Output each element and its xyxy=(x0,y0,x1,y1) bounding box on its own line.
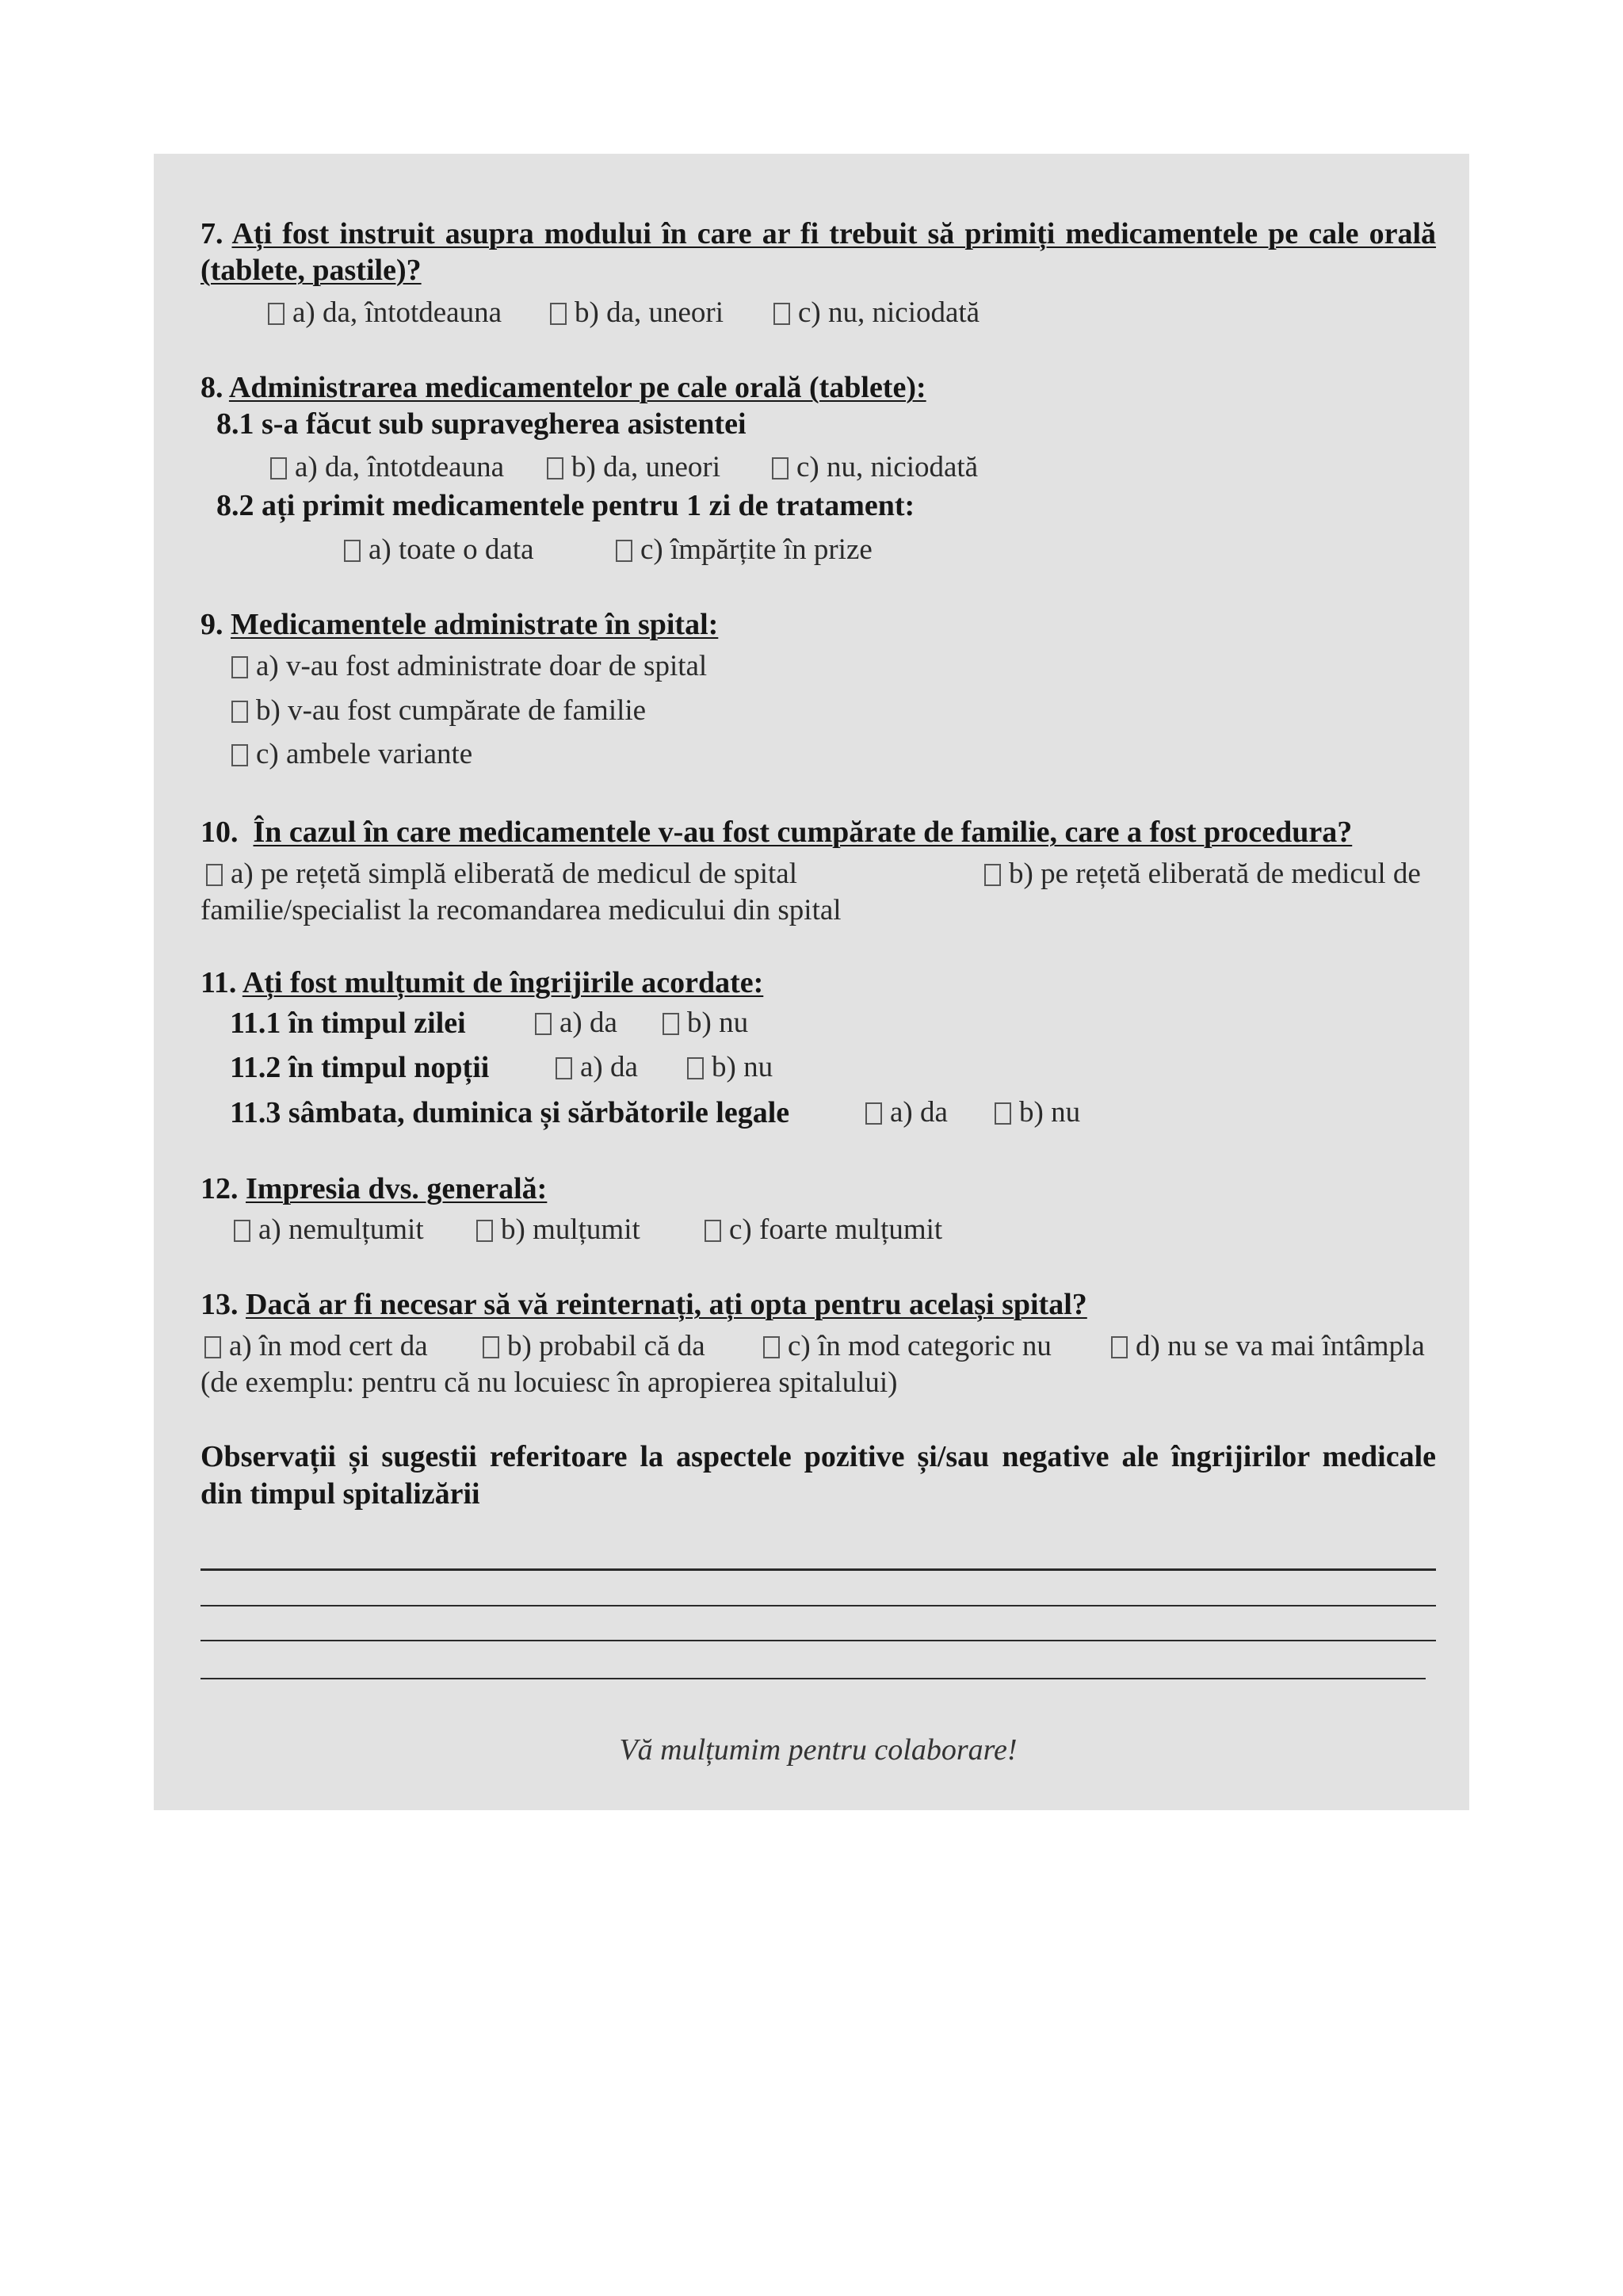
q12-option-b-label: b) mulțumit xyxy=(501,1213,640,1246)
q11-1-option-b-checkbox[interactable] xyxy=(663,1013,679,1035)
q11-1-option-b-label: b) nu xyxy=(687,1007,749,1039)
q11-1-label: 11.1 în timpul zilei xyxy=(230,1007,466,1040)
answer-line[interactable] xyxy=(200,1605,1436,1606)
q9-option-c xyxy=(231,736,472,773)
q11-3-option-b-checkbox[interactable] xyxy=(995,1102,1011,1125)
q11-title: Ați fost mulțumit de îngrijirile acordate: xyxy=(242,966,764,999)
q7-title-line1 xyxy=(200,216,1436,252)
q12-option-a-label: a) nemulțumit xyxy=(258,1213,424,1246)
q9-title: Medicamentele administrate în spital: xyxy=(231,608,719,641)
q13-option-d-checkbox[interactable] xyxy=(1111,1336,1128,1358)
q12-title: Impresia dvs. generală: xyxy=(246,1172,548,1205)
q8-1-option-a-checkbox[interactable] xyxy=(270,457,287,479)
q11-3-option-a-checkbox[interactable] xyxy=(865,1102,882,1125)
q7-option-b-checkbox[interactable] xyxy=(550,303,567,325)
q11-1-option-a-checkbox[interactable] xyxy=(535,1013,552,1035)
q11-1-option-b xyxy=(663,1005,748,1041)
q9-option-b xyxy=(231,693,646,729)
q11-3-label: 11.3 sâmbata, duminica și sărbătorile legale xyxy=(230,1096,790,1129)
q8-1-option-a xyxy=(270,449,504,486)
q13-option-a xyxy=(204,1328,428,1365)
q12-option-c xyxy=(705,1212,942,1248)
q13-title: Dacă ar fi necesar să vă reinternați, ați opta pentru același spital? xyxy=(246,1288,1087,1321)
q11-3-option-a-label: a) da xyxy=(890,1096,948,1129)
q7-option-a-label: a) da, întotdeauna xyxy=(292,296,502,329)
answer-line[interactable] xyxy=(200,1678,1426,1679)
q7-option-a-checkbox[interactable] xyxy=(268,303,285,325)
q9-option-a-checkbox[interactable] xyxy=(231,656,248,678)
closing-thanks: Vă mulțumim pentru colaborare! xyxy=(619,1733,1018,1767)
q7-option-c-label: c) nu, niciodată xyxy=(798,296,980,329)
q8-2-option-c xyxy=(616,532,873,568)
q7-option-c xyxy=(773,295,980,331)
q11-1-option-a xyxy=(535,1005,617,1041)
answer-line[interactable] xyxy=(200,1640,1436,1641)
q10-title: În cazul în care medicamentele v-au fost cumpărate de familie, care a fost procedura? xyxy=(253,816,1353,849)
q12-option-c-checkbox[interactable] xyxy=(705,1220,721,1242)
q12-option-b-checkbox[interactable] xyxy=(476,1220,493,1242)
q8-title-line xyxy=(200,369,926,406)
q9-option-b-label: b) v-au fost cumpărate de familie xyxy=(256,694,647,727)
q13-option-b-label: b) probabil că da xyxy=(507,1330,705,1362)
q8-1-option-c-checkbox[interactable] xyxy=(772,457,789,479)
q9-option-a xyxy=(231,648,707,685)
q13-option-c-checkbox[interactable] xyxy=(763,1336,780,1358)
q7-option-b xyxy=(550,295,724,331)
q10-option-b-label: b) pe rețetă eliberată de medicul de xyxy=(1009,858,1421,890)
q10-option-b xyxy=(984,856,1421,892)
q8-1-option-c xyxy=(772,449,978,486)
q9-option-b-checkbox[interactable] xyxy=(231,701,248,723)
q10-option-a-checkbox[interactable] xyxy=(206,864,223,886)
q12-option-c-label: c) foarte mulțumit xyxy=(729,1213,943,1246)
q7-option-b-label: b) da, uneori xyxy=(575,296,724,329)
q9-option-a-label: a) v-au fost administrate doar de spital xyxy=(256,650,708,682)
q12-title-line xyxy=(200,1171,547,1207)
q10-title-line xyxy=(200,814,1352,850)
q8-2-option-a xyxy=(344,532,534,568)
q12-option-a-checkbox[interactable] xyxy=(234,1220,250,1242)
q9-option-c-label: c) ambele variante xyxy=(256,738,473,770)
q13-option-b-checkbox[interactable] xyxy=(483,1336,499,1358)
q7-number: 7. xyxy=(200,217,223,250)
q8-2-option-a-label: a) toate o data xyxy=(369,533,534,566)
q8-2-option-a-checkbox[interactable] xyxy=(344,540,361,562)
q13-option-a-checkbox[interactable] xyxy=(204,1336,221,1358)
q9-title-line xyxy=(200,606,718,643)
q10-option-a-label: a) pe rețetă simplă eliberată de medicul de spital xyxy=(231,858,798,890)
q11-2-option-a-checkbox[interactable] xyxy=(556,1057,572,1079)
q11-number: 11. xyxy=(200,966,237,999)
q8-1-label: 8.1 s-a făcut sub supravegherea asistentei xyxy=(216,407,747,441)
q11-2-option-a xyxy=(556,1049,638,1086)
q8-2-option-c-label: c) împărțite în prize xyxy=(640,533,873,566)
q10-option-b-continued: familie/specialist la recomandarea medicului din spital xyxy=(200,894,842,926)
q7-title: Ați fost instruit asupra modului în care ar fi trebuit să primiți medicamentele pe cale orală xyxy=(231,217,1437,250)
q7-option-a xyxy=(268,295,502,331)
q7-title-line2: (tablete, pastile)? xyxy=(200,254,422,287)
q13-title-line xyxy=(200,1286,1087,1323)
q13-option-d-label: d) nu se va mai întâmpla xyxy=(1136,1330,1425,1362)
q9-option-c-checkbox[interactable] xyxy=(231,744,248,766)
q8-1-option-b-checkbox[interactable] xyxy=(547,457,563,479)
q8-title: Administrarea medicamentelor pe cale orală (tablete): xyxy=(228,371,926,404)
q8-2-label: 8.2 ați primit medicamentele pentru 1 zi de tratament: xyxy=(216,489,915,522)
q11-2-option-a-label: a) da xyxy=(580,1051,638,1083)
answer-line[interactable] xyxy=(200,1568,1436,1571)
q11-2-label: 11.2 în timpul nopții xyxy=(230,1051,490,1084)
q10-option-b-checkbox[interactable] xyxy=(984,864,1001,886)
q11-3-option-a xyxy=(865,1095,948,1131)
q12-number: 12. xyxy=(200,1172,239,1205)
q10-number: 10. xyxy=(200,816,239,849)
q11-3-option-b xyxy=(995,1095,1080,1131)
q7-option-c-checkbox[interactable] xyxy=(773,303,790,325)
q13-option-c xyxy=(763,1328,1052,1365)
q11-title-line xyxy=(200,965,763,1001)
q8-1-option-c-label: c) nu, niciodată xyxy=(796,451,979,483)
q13-option-d xyxy=(1111,1328,1425,1365)
q8-1-option-b xyxy=(547,449,720,486)
observations-title-line1: Observații și sugestii referitoare la aspectele pozitive și/sau negative ale îngrijirilor medicale xyxy=(200,1440,1436,1473)
q10-option-a xyxy=(206,856,797,892)
q9-number: 9. xyxy=(200,608,223,641)
q12-option-b xyxy=(476,1212,640,1248)
q8-1-option-b-label: b) da, uneori xyxy=(571,451,721,483)
q13-option-d-continued: (de exemplu: pentru că nu locuiesc în apropierea spitalului) xyxy=(200,1366,898,1399)
q8-number: 8. xyxy=(200,371,223,404)
q12-option-a xyxy=(234,1212,424,1248)
q8-2-option-c-checkbox[interactable] xyxy=(616,540,632,562)
observations-title-line2: din timpul spitalizării xyxy=(200,1477,480,1511)
q11-2-option-b xyxy=(687,1049,773,1086)
q11-2-option-b-checkbox[interactable] xyxy=(687,1057,704,1079)
q8-1-option-a-label: a) da, întotdeauna xyxy=(295,451,505,483)
q13-option-c-label: c) în mod categoric nu xyxy=(788,1330,1052,1362)
q13-option-b xyxy=(483,1328,705,1365)
q13-option-a-label: a) în mod cert da xyxy=(229,1330,428,1362)
q13-number: 13. xyxy=(200,1288,239,1321)
q11-2-option-b-label: b) nu xyxy=(712,1051,773,1083)
q11-1-option-a-label: a) da xyxy=(559,1007,617,1039)
q11-3-option-b-label: b) nu xyxy=(1019,1096,1081,1129)
